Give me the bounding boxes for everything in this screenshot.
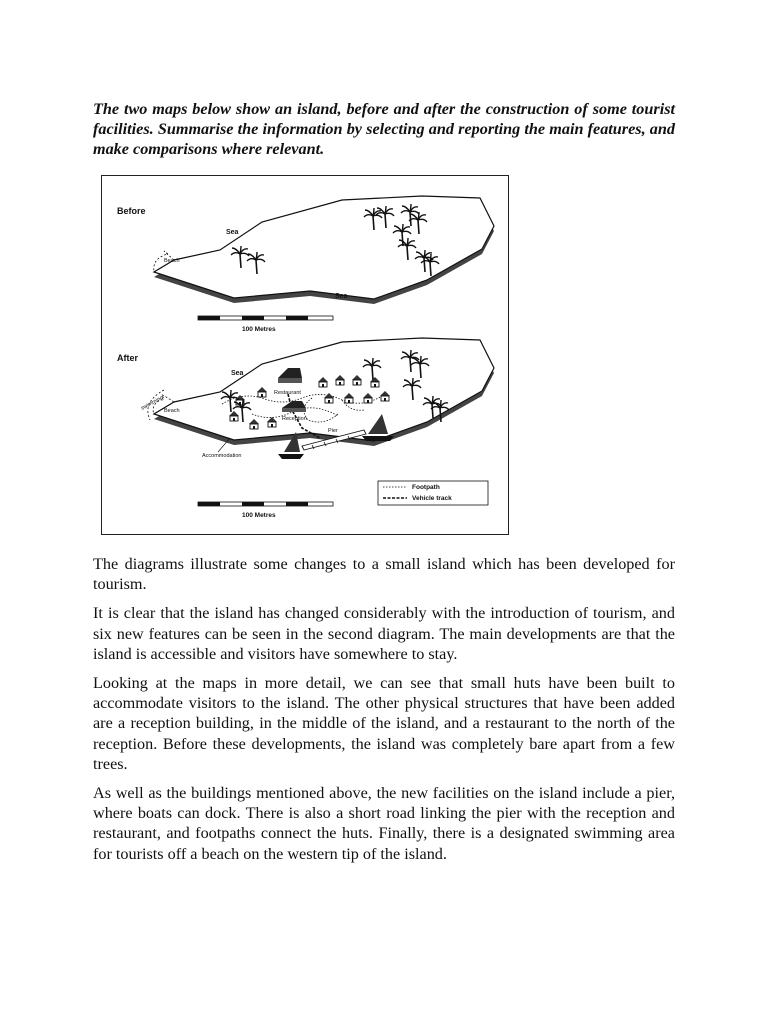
reception-label: Reception (282, 416, 307, 422)
after-title: After (117, 353, 139, 363)
after-scale-label: 100 Metres (242, 512, 276, 519)
task-prompt: The two maps below show an island, before and after the construction of some tourist facilities. Summarise the information by selecting and reporting the main features, and make comparisons where relevant. (93, 100, 675, 158)
essay-paragraph-3: Looking at the maps in more detail, we can see that small huts have been built to accommodate visitors to the island. The other physical structures that have been added are a reception building, in the middle of the island, and a restaurant to the north of the reception. Before these developments, the island was completely bare apart from a few trees. (93, 674, 675, 773)
essay-paragraph-4: As well as the buildings mentioned above, the new facilities on the island include a pier, where boats can dock. There is also a short road linking the pier with the reception and restaurant, and footpaths connect the huts. Finally, there is a designated swimming area for tourists off a beach on the western tip of the island. (93, 784, 675, 863)
legend-footpath-label: Footpath (412, 484, 440, 491)
essay-paragraph-2: It is clear that the island has changed considerably with the introduction of tourism, and six new features can be seen in the second diagram. The main developments are that the island is accessible and visitors have somewhere to stay. (93, 604, 675, 663)
island-maps-figure (101, 175, 509, 535)
essay-paragraph-1: The diagrams illustrate some changes to a small island which has been developed for tourism. (93, 555, 675, 594)
restaurant-label: Restaurant (274, 390, 301, 396)
after-island (148, 338, 494, 446)
before-island (154, 196, 494, 304)
after-beach-label: Beach (164, 408, 180, 414)
before-beach-label: Beach (164, 258, 180, 264)
after-scale-bar (198, 502, 333, 506)
before-title: Before (117, 206, 146, 216)
before-sea-label-bottom: Sea (335, 293, 348, 300)
before-sea-label-top: Sea (226, 229, 239, 236)
accommodation-label: Accommodation (202, 453, 242, 459)
before-scale-label: 100 Metres (242, 326, 276, 333)
after-sea-label: Sea (231, 370, 244, 377)
pier-label: Pier (328, 428, 338, 434)
before-scale-bar (198, 316, 333, 320)
essay-text (93, 554, 675, 873)
island-maps-svg (102, 176, 510, 536)
swimming-label: swimming (140, 394, 165, 412)
legend-vehicle-track-label: Vehicle track (412, 495, 452, 502)
